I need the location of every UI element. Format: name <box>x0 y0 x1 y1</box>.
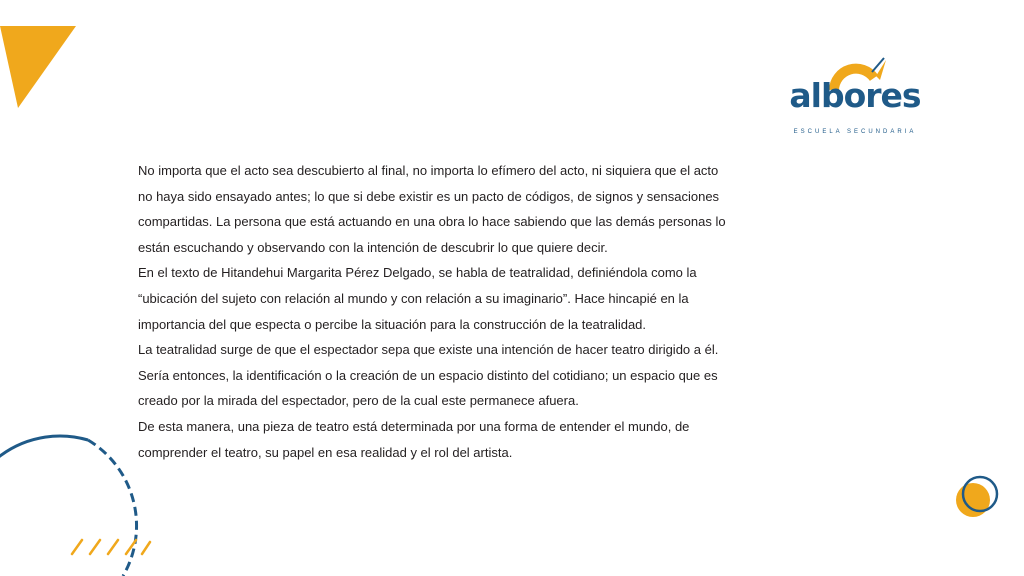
body-line: La teatralidad surge de que el espectador sepa que existe una intención de hacer teatro dirigido a él. <box>138 342 719 358</box>
yellow-triangle-decoration <box>0 0 80 112</box>
dots-decoration <box>950 470 1010 530</box>
body-line: “ubicación del sujeto con relación al mundo y con relación a su imaginario”. Hace hincapié en la <box>138 290 689 306</box>
body-line: Sería entonces, la identificación o la creación de un espacio distinto del cotidiano; un espacio que es <box>138 367 718 383</box>
body-line: compartidas. La persona que está actuando en una obra lo hace sabiendo que las demás personas lo <box>138 214 726 230</box>
body-text <box>138 158 778 465</box>
body-line: De esta manera, una pieza de teatro está determinada por una forma de entender el mundo, de <box>138 418 690 434</box>
logo-tagline: ESCUELA SECUNDARIA <box>793 129 917 135</box>
body-line: están escuchando y observando con la intención de descubrir lo que quiere decir. <box>138 239 608 255</box>
body-line: No importa que el acto sea descubierto al final, no importa lo efímero del acto, ni siquiera que el acto <box>138 163 719 178</box>
body-line: creado por la mirada del espectador, pero de la cual este permanece afuera. <box>138 393 579 409</box>
body-line: comprender el teatro, su papel en esa realidad y el rol del artista. <box>138 444 513 460</box>
body-line: En el texto de Hitandehui Margarita Pérez Delgado, se habla de teatralidad, definiéndola como la <box>138 265 697 281</box>
body-line: importancia del que especta o percibe la situación para la construcción de la teatralidad. <box>138 316 647 332</box>
body-line: no haya sido ensayado antes; lo que si debe existir es un pacto de códigos, de signos y sensaciones <box>138 188 720 204</box>
logo-wordmark: albores <box>789 76 921 115</box>
yellow-dash-lines-decoration <box>70 536 154 560</box>
albores-logo <box>784 54 926 144</box>
